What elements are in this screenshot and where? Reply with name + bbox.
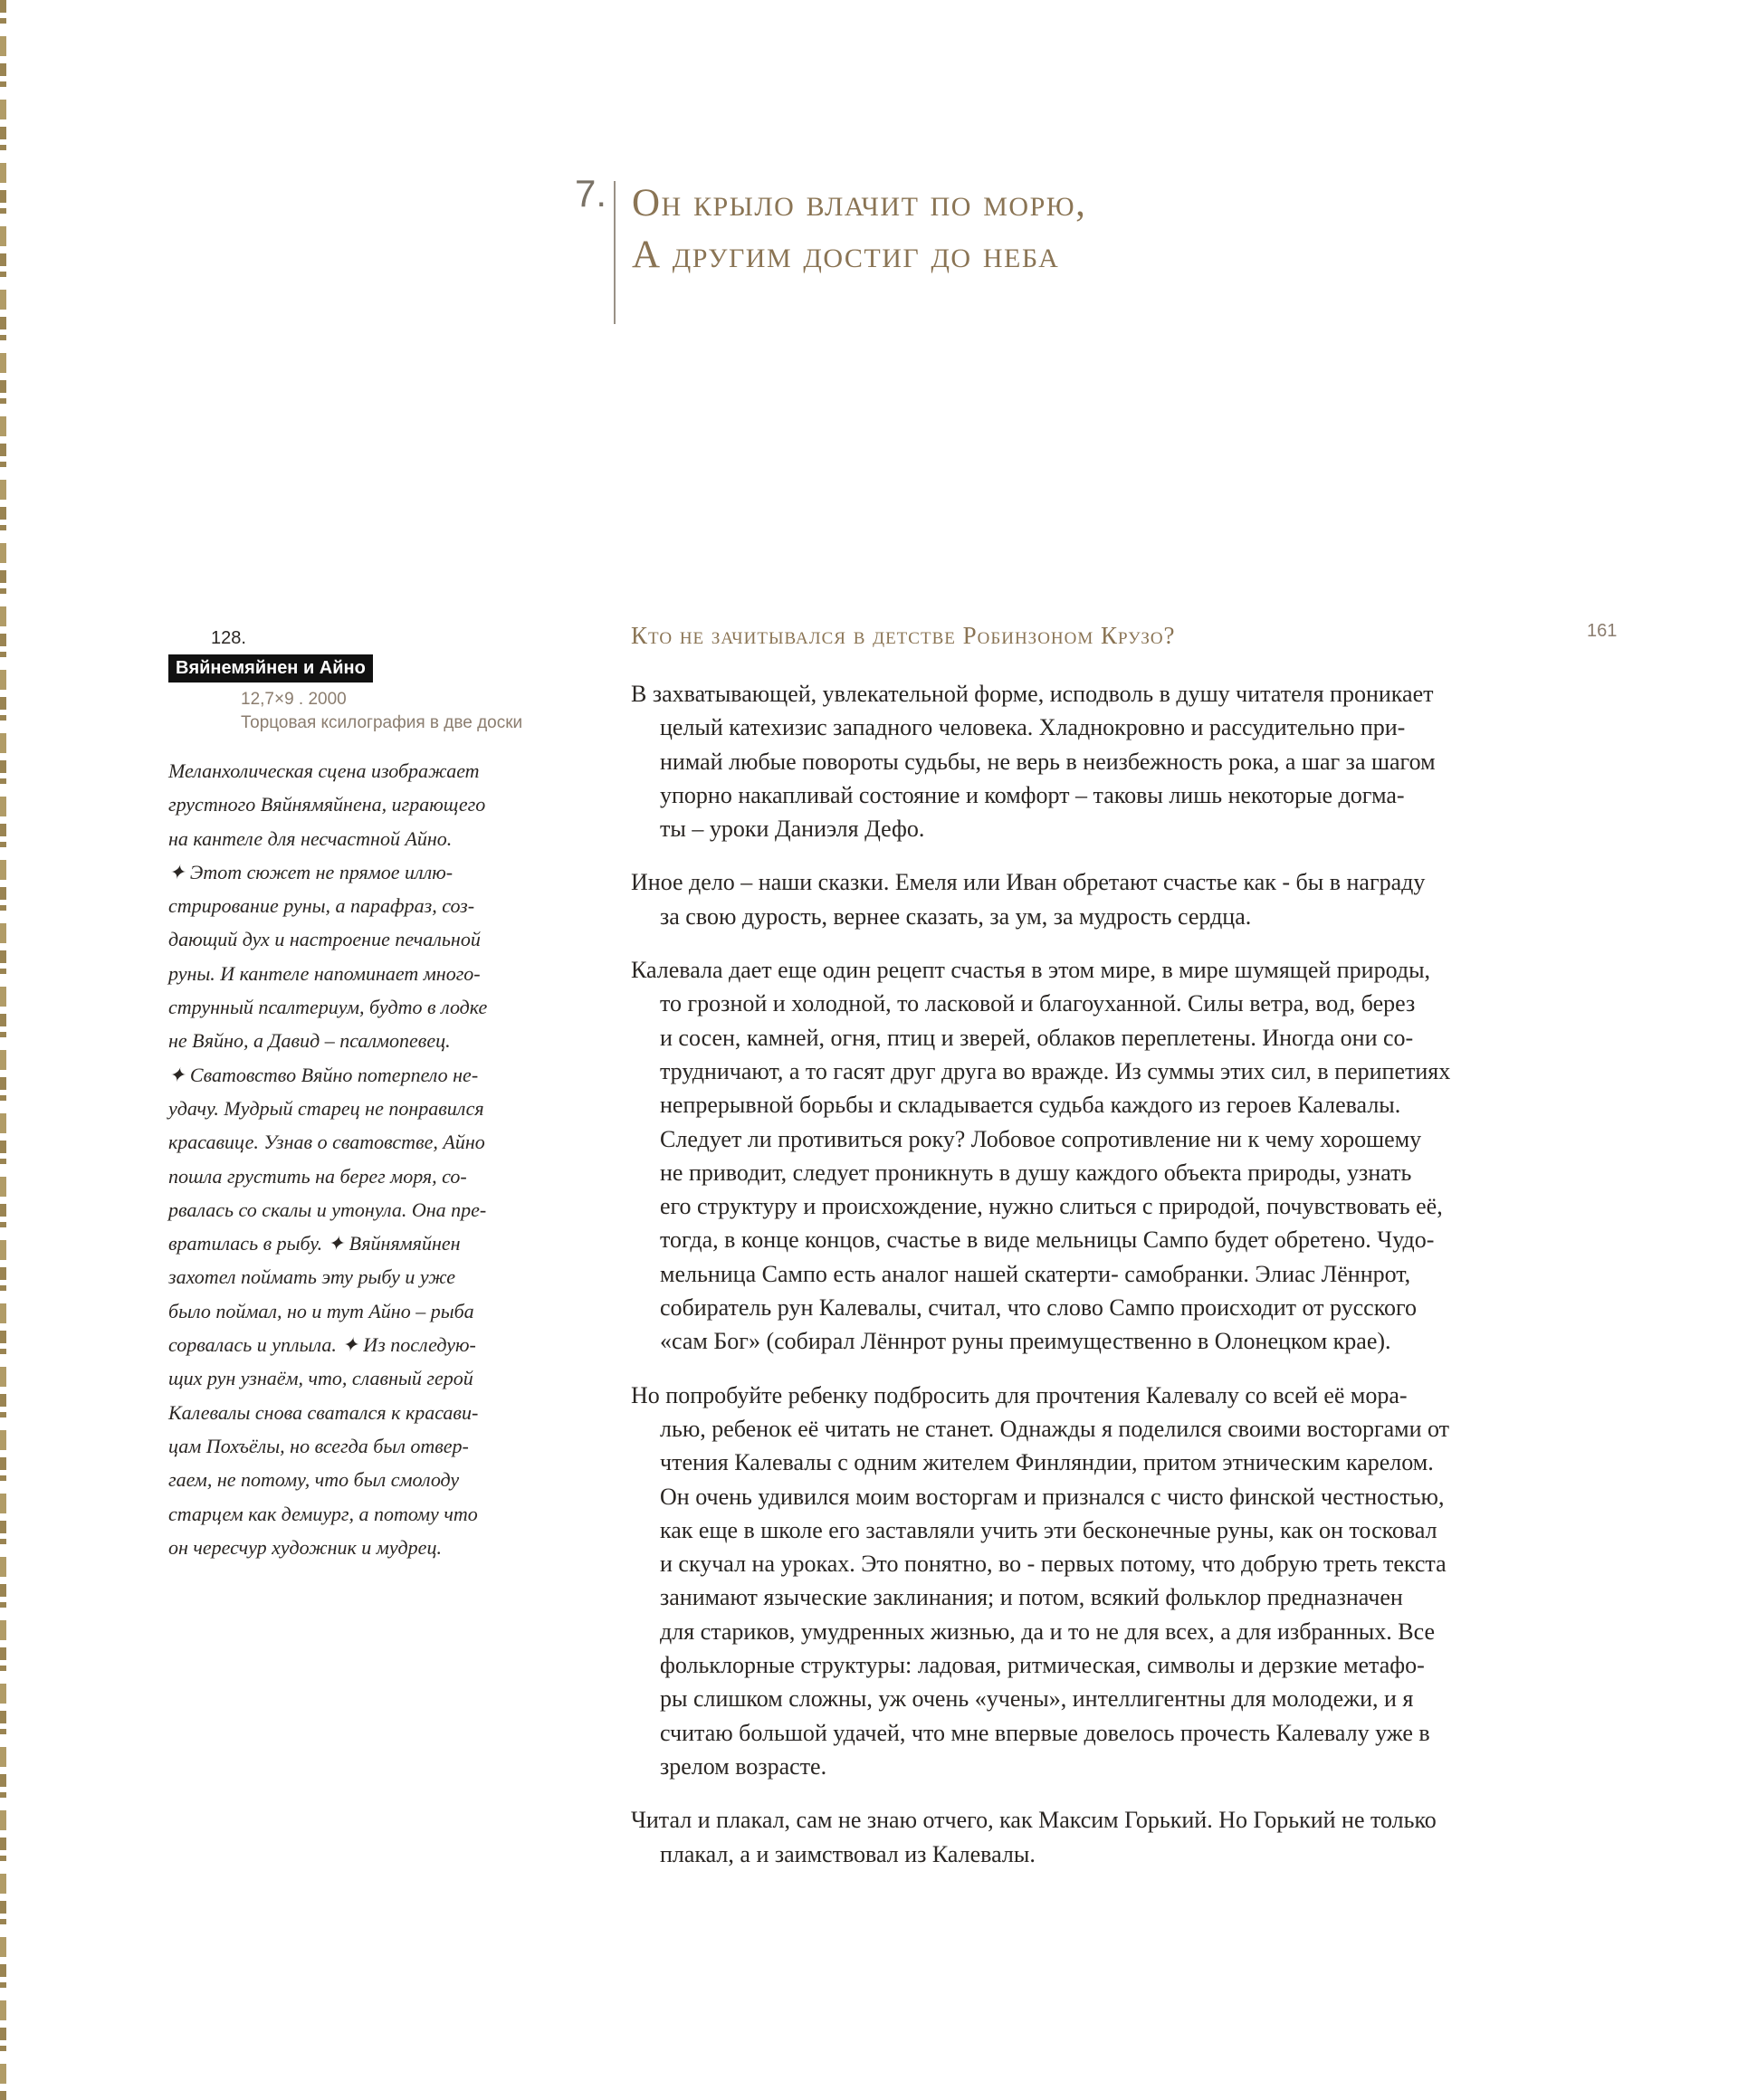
paragraph-line: зрелом возрасте. [660,1752,827,1780]
paragraph-line: как еще в школе его заставляли учить эти бесконечные руны, как он тосковал [660,1516,1437,1543]
caption-line: Калевалы снова сватался к красави- [168,1400,479,1424]
paragraph-line: Следует ли противиться року? Лобовое сопротивление ни к чему хорошему [660,1125,1422,1152]
paragraph-line: фольклорные структуры: ладовая, ритмическая, символы и дерзкие метафо- [660,1652,1425,1679]
paragraph-line: целый катехизис западного человека. Хладнокровно и рассудительно при- [660,714,1406,741]
paragraph-line: и скучал на уроках. Это понятно, во - первых потому, что добрую треть текста [660,1551,1447,1578]
paragraph-line: «сам Бог» (собирал Лённрот руны преимущественно в Олонецком крае). [660,1328,1391,1355]
caption-line: удачу. Мудрый старец не понравился [168,1096,484,1120]
paragraph [631,865,1536,933]
paragraph [631,1803,1536,1871]
paragraph-line: Иное дело – наши сказки. Емеля или Иван обретают счастье как - бы в награду [631,869,1426,896]
paragraph-line: ры слишком сложны, уж очень «учены», интеллигентны для молодежи, и я [660,1685,1414,1713]
caption-line: Меланхолическая сцена изображает [168,759,480,782]
caption-line: сорвалась и уплыла. ✦ Из последую- [168,1333,476,1357]
paragraph-line: то грозной и холодной, то ласковой и благоуханной. Силы ветра, вод, берез [660,990,1416,1017]
paragraph [631,1379,1536,1784]
paragraph-line: собиратель рун Калевалы, считал, что слово Сампо происходит от русского [660,1294,1418,1322]
plate-technique: Торцовая ксилография в две доски [241,713,523,732]
caption-line: цам Похъёлы, но всегда был отвер- [168,1434,469,1457]
paragraph-line: трудничают, а то гасят друг друга во вражде. Из суммы этих сил, в перипетиях [660,1057,1451,1084]
paragraph-line: ты – уроки Даниэля Дефо. [660,816,925,843]
caption-line: красавице. Узнав о сватовстве, Айно [168,1131,485,1154]
body-text [631,677,1536,1891]
paragraph-line: и сосен, камней, огня, птиц и зверей, облаков переплетены. Иногда они со- [660,1024,1414,1051]
plate-number: 128. [211,628,246,648]
paragraph-line: Калевала дает еще один рецепт счастья в этом мире, в мире шумящей природы, [631,957,1431,984]
paragraph-line: непрерывной борьбы и складывается судьба каждого из героев Калевалы. [660,1092,1401,1119]
caption-line: пошла грустить на берег моря, со- [168,1164,467,1188]
caption-line: он чересчур художник и мудрец. [168,1535,442,1559]
paragraph-line: его структуру и происхождение, нужно слиться с природой, почувствовать её, [660,1193,1443,1220]
paragraph-line: занимают языческие заклинания; и потом, всякий фольклор предназначен [660,1584,1403,1611]
paragraph-line: за свою дурость, вернее сказать, за ум, за мудрость сердца. [660,902,1252,930]
paragraph-line: считаю большой удачей, что мне впервые довелось прочесть Калевалу уже в [660,1719,1430,1746]
paragraph-line: Читал и плакал, сам не знаю отчего, как Максим Горький. Но Горький не только [631,1807,1437,1834]
page-edge-ornament [0,0,6,2100]
paragraph-line: лью, ребенок её читать не станет. Однажды я поделился своими восторгами от [660,1415,1450,1442]
paragraph-line: чтения Калевалы с одним жителем Финляндии, притом этническим карелом. [660,1449,1434,1476]
caption-line: стрирование руны, а парафраз, соз- [168,894,475,918]
paragraph-line: Он очень удивился моим восторгам и признался с чисто финской честностью, [660,1483,1445,1510]
caption-line: ✦ Сватовство Вяйно потерпело не- [168,1063,479,1086]
chapter-title [632,177,1265,281]
paragraph-line: мельница Сампо есть аналог нашей скатерти- самобранки. Элиас Лённрот, [660,1260,1411,1287]
caption-line: дающий дух и настроение печальной [168,928,481,951]
paragraph-line: для стариков, умудренных жизнью, да и то не для всех, а для избранных. Все [660,1618,1435,1645]
plate-title: Вяйнемяйнен и Айно [168,654,373,682]
page-number: 161 [1587,621,1618,641]
caption-line: струнный псалтериум, будто в лодке [168,996,488,1019]
paragraph-line: не приводит, следует проникнуть в душу каждого объекта природы, узнать [660,1159,1412,1186]
caption-line: руны. И кантеле напоминает много- [168,961,481,985]
caption-line: захотел поймать эту рыбу и уже [168,1265,456,1289]
paragraph [631,677,1536,845]
plate-meta [241,688,522,735]
paragraph [631,953,1536,1359]
section-heading: Кто не зачитывался в детстве Робинзоном Крузо? [631,622,1176,649]
chapter-number: 7. [574,172,606,215]
paragraph-line: плакал, а и заимствовал из Калевалы. [660,1840,1036,1867]
paragraph-line: нимай любые повороты судьбы, не верь в неизбежность рока, а шаг за шагом [660,748,1436,775]
paragraph-line: В захватывающей, увлекательной форме, исподволь в душу читателя проникает [631,681,1434,707]
chapter-divider [614,181,616,324]
caption-line: старцем как демиург, а потому что [168,1502,478,1525]
caption-line: гаем, не потому, что был смолоду [168,1468,460,1492]
caption-line: грустного Вяйнямяйнена, играющего [168,793,486,816]
plate-size-year: 12,7×9 . 2000 [241,690,347,709]
caption-line: рвалась со скалы и утонула. Она пре- [168,1198,487,1221]
chapter-title-line: Он крыло влачит по морю, [632,182,1087,224]
paragraph-line: тогда, в конце концов, счастье в виде мельницы Сампо будет обретено. Чудо- [660,1227,1435,1254]
paragraph-line: упорно накапливай состояние и комфорт – таковы лишь некоторые догма- [660,781,1405,808]
caption-line: было поймал, но и тут Айно – рыба [168,1299,474,1322]
caption-line: на кантеле для несчастной Айно. [168,826,453,850]
caption-line: щих рун узнаём, что, славный герой [168,1367,473,1390]
caption-line: вратилась в рыбу. ✦ Вяйнямяйнен [168,1232,461,1255]
paragraph-line: Но попробуйте ребенку подбросить для прочтения Калевалу со всей её мора- [631,1381,1408,1408]
caption-line: не Вяйно, а Давид – псалмопевец. [168,1029,451,1053]
chapter-title-line: А другим достиг до неба [632,234,1060,276]
caption-line: ✦ Этот сюжет не прямое иллю- [168,860,454,883]
plate-caption [168,754,511,1564]
